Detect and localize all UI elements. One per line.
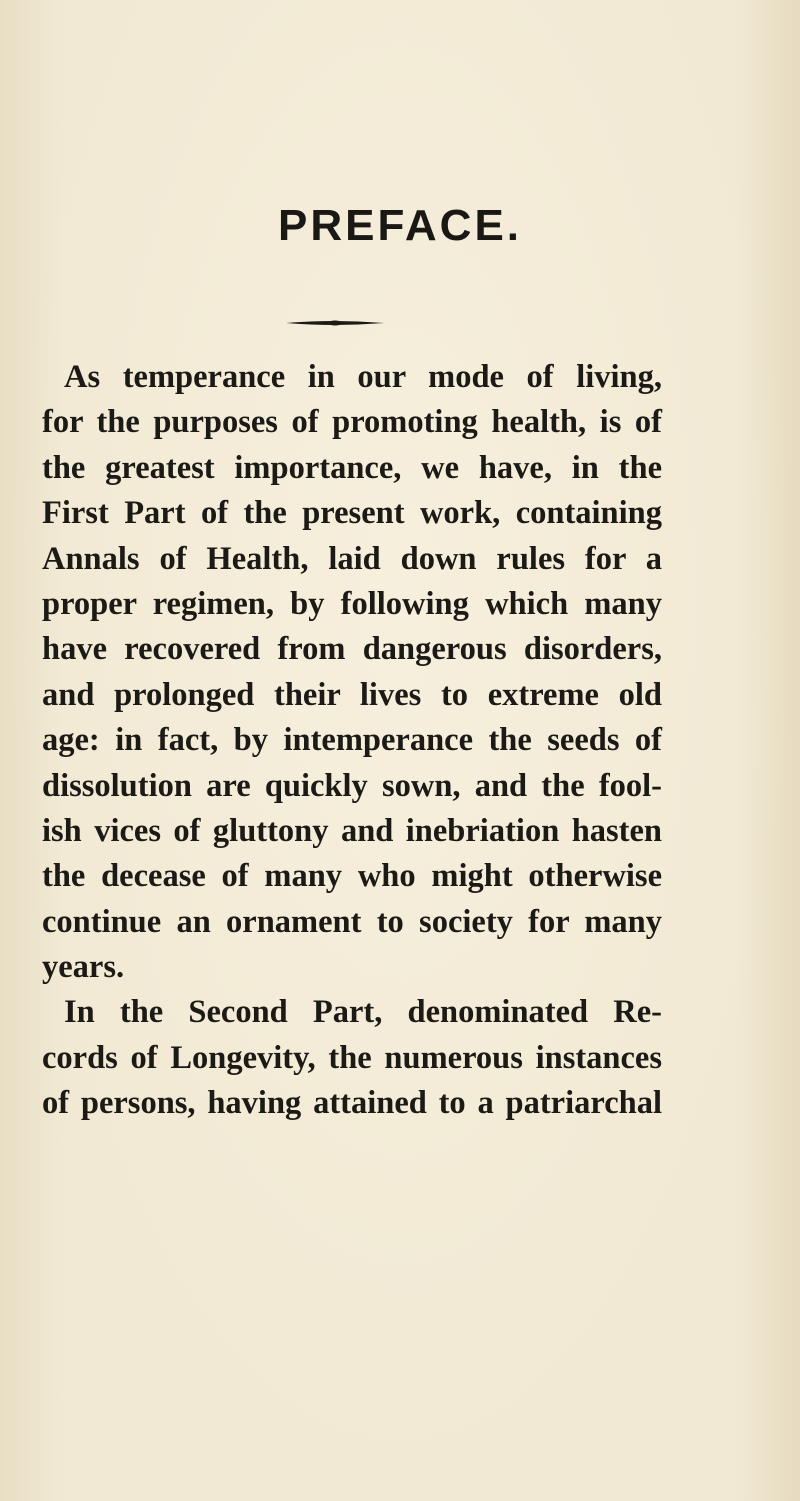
text-line: In the Second Part, denominated Re- [64,994,662,1031]
rule-ornament [286,318,384,328]
text-line: cords of Longevity, the numerous instances [42,1039,662,1076]
text-line: and prolonged their lives to extreme old [42,676,662,713]
text-line: of persons, having attained to a patriarchal [42,1085,662,1122]
preface-body [42,355,662,1127]
text-line: continue an ornament to society for many [42,903,662,940]
text-line: dissolution are quickly sown, and the fool- [42,767,662,804]
text-line: First Part of the present work, containing [42,495,662,532]
text-line: As temperance in our mode of living, [64,359,662,395]
text-line: for the purposes of promoting health, is of [42,404,662,441]
text-line: the decease of many who might otherwise [42,858,662,895]
text-line: proper regimen, by following which many [42,585,662,622]
text-line: years. [42,949,125,986]
text-line: age: in fact, by intemperance the seeds of [42,722,662,759]
text-line: the greatest importance, we have, in the [42,449,662,486]
text-line: have recovered from dangerous disorders, [42,631,662,668]
text-line: ish vices of gluttony and inebriation hasten [42,812,662,849]
text-line: Annals of Health, laid down rules for a [42,540,662,577]
page-heading: PREFACE. [277,201,523,250]
